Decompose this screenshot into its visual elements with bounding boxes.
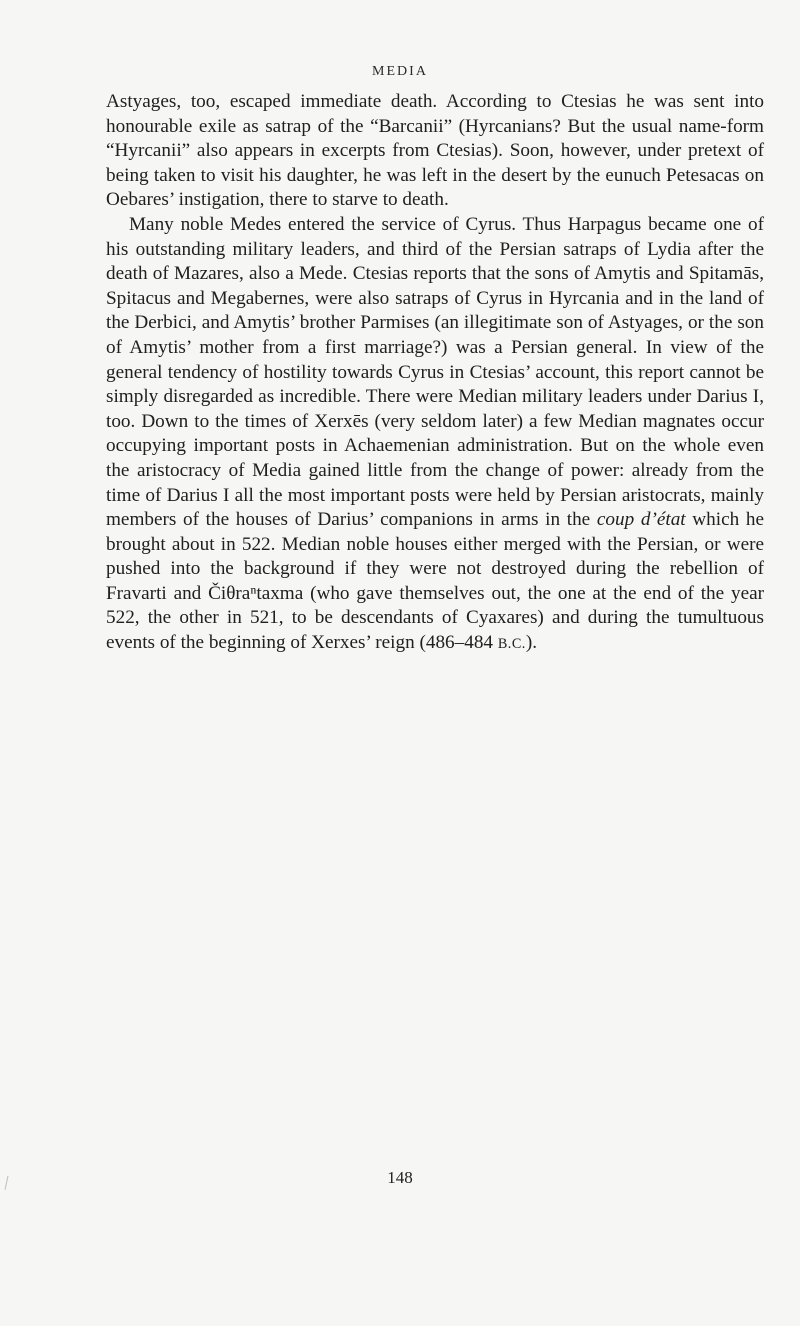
paragraph-2-end: ). [525, 632, 538, 654]
paragraph-1: Astyages, too, escaped immediate death. According to Ctesias he was sent into honourable exile as satrap of the “Barcanii” (Hyrcanians? But the usual name-form “Hyrcanii” also appears in excerpts from Ctesias). Soon, however, under pretext of being taken to visit his daughter, he was left in the desert by the eunuch Petesacas on Oebares’ instigation, there to starve to death. [106, 91, 764, 211]
italic-phrase: coup d’état [596, 509, 686, 531]
running-head: MEDIA [372, 64, 428, 79]
paragraph-2-text-b: which he brought about in 522. Median noble houses either merged with the Persian, or were pushed into the background if they were not destroyed during the rebellion of Fravarti and Čiθraⁿtaxma (who gave themselves out, the one at the end of the year 522, the other in 521, to be descendants of Cyaxares) and during the tumultuous events of the beginning of Xerxes’ reign (486–484 [106, 509, 764, 654]
paragraph-2 [106, 213, 764, 657]
body-text [106, 90, 764, 657]
era-abbreviation: B.C. [497, 636, 526, 653]
page-number: 148 [387, 1168, 413, 1187]
paragraph-2-text-a: Many noble Medes entered the service of Cyrus. Thus Harpagus became one of his outstanding military leaders, and third of the Persian satraps of Lydia after the death of Mazares, also a Mede. Ctesias reports that the sons of Amytis and Spitamās, Spitacus and Megabernes, were also satraps of Cyrus in Hyrcania and in the land of the Derbici, and Amytis’ brother Parmises (an illegitimate son of Astyages, or the son of Amytis’ mother from a first marriage?) was a Persian general. In view of the general tendency of hostility towards Cyrus in Ctesias’ account, this report cannot be simply disregarded as incredible. There were Median military leaders under Darius I, too. Down to the times of Xerxēs (very seldom later) a few Median magnates occur occupying important posts in Achaemenian administration. But on the whole even the aristocracy of Media gained little from the change of power: already from the time of Darius I all the most important posts were held by Persian aristocrats, mainly members of the houses of Darius’ companions in arms in the [106, 213, 764, 531]
